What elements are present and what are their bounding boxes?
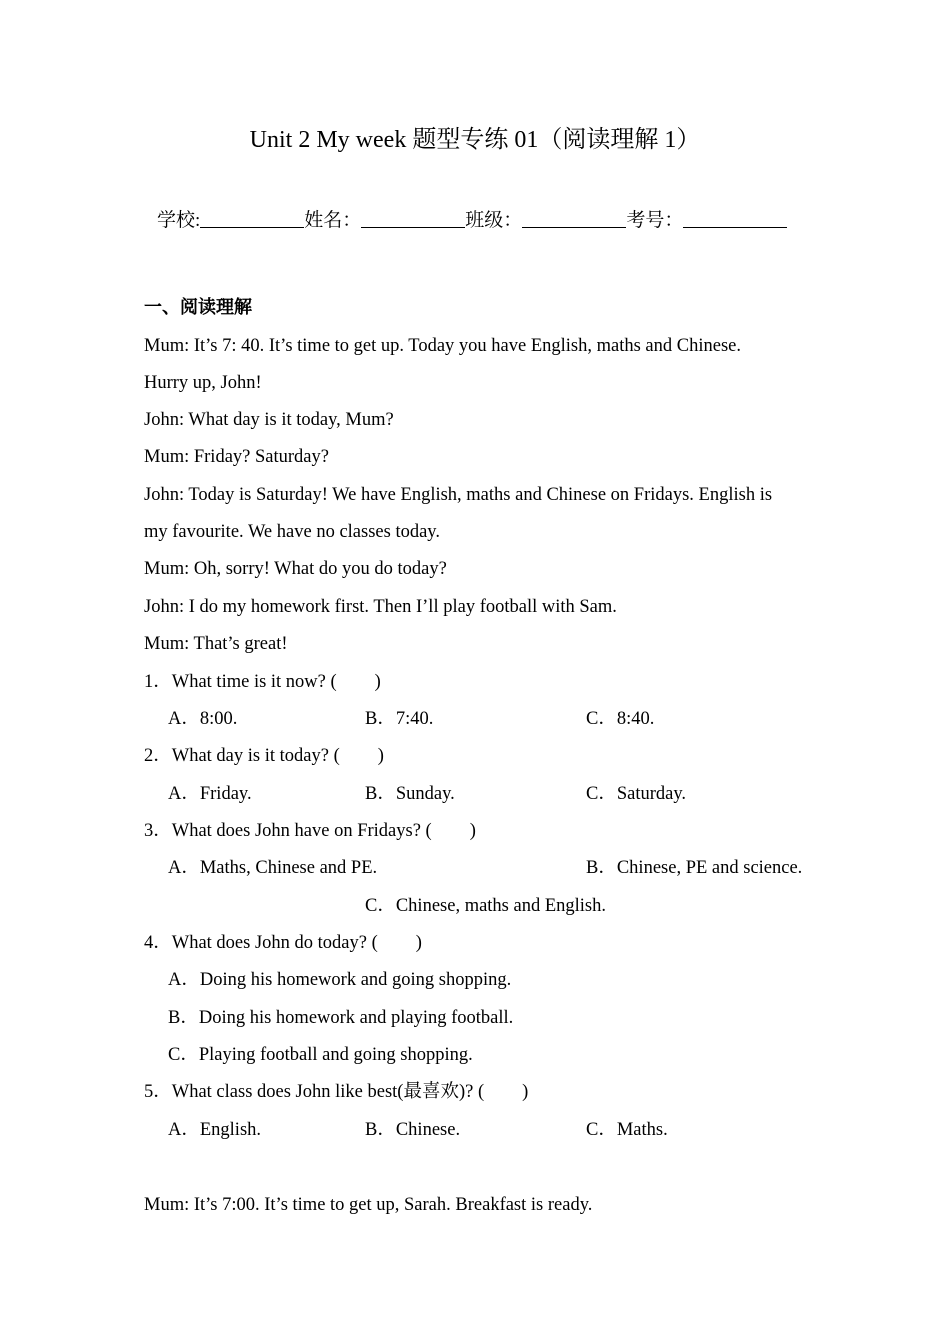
option-c[interactable]: C．8:40. bbox=[586, 709, 655, 729]
question-stem: 5．What class does John like best(最喜欢)? ( bbox=[144, 1082, 485, 1102]
option-c[interactable]: C．Playing football and going shopping. bbox=[168, 1045, 473, 1065]
school-label: 学校: bbox=[157, 210, 201, 231]
question-2 bbox=[144, 742, 384, 770]
document-title: Unit 2 My week 题型专练 01（阅读理解 1） bbox=[249, 127, 701, 153]
passage-line: John: Today is Saturday! We have English, maths and Chinese on Fridays. English is bbox=[144, 485, 773, 505]
exam-number-blank[interactable] bbox=[683, 207, 787, 228]
question-stem: 3．What does John have on Fridays? ( bbox=[144, 821, 432, 841]
question-close: ) bbox=[469, 821, 476, 841]
exam-number-label: 考号： bbox=[626, 210, 684, 231]
question-5 bbox=[144, 1078, 528, 1106]
option-a[interactable]: A．8:00. bbox=[168, 709, 238, 729]
class-blank[interactable] bbox=[522, 207, 626, 228]
passage-line: Mum: Oh, sorry! What do you do today? bbox=[144, 559, 447, 579]
question-close: ) bbox=[415, 933, 422, 953]
option-a[interactable]: A．Maths, Chinese and PE. bbox=[168, 858, 378, 878]
passage-line: Mum: Friday? Saturday? bbox=[144, 447, 329, 467]
option-b[interactable]: B．Doing his homework and playing football. bbox=[168, 1008, 514, 1028]
question-stem: 2．What day is it today? ( bbox=[144, 746, 340, 766]
option-b[interactable]: B．7:40. bbox=[365, 709, 434, 729]
question-stem: 1．What time is it now? ( bbox=[144, 672, 337, 692]
passage-line: Mum: It’s 7: 40. It’s time to get up. Today you have English, maths and Chinese. bbox=[144, 336, 741, 356]
passage-line: my favourite. We have no classes today. bbox=[144, 522, 440, 542]
question-1 bbox=[144, 668, 381, 696]
question-4 bbox=[144, 929, 422, 957]
passage-line: Hurry up, John! bbox=[144, 373, 262, 393]
option-b[interactable]: B．Chinese. bbox=[365, 1120, 461, 1140]
class-label: 班级： bbox=[465, 210, 523, 231]
option-a[interactable]: A．Doing his homework and going shopping. bbox=[168, 970, 512, 990]
student-info-line bbox=[157, 207, 787, 235]
passage-line: Mum: That’s great! bbox=[144, 634, 288, 654]
question-3 bbox=[144, 817, 476, 845]
school-blank[interactable] bbox=[200, 207, 304, 228]
passage-2-line: Mum: It’s 7:00. It’s time to get up, Sarah. Breakfast is ready. bbox=[144, 1195, 593, 1215]
passage-line: John: I do my homework first. Then I’ll play football with Sam. bbox=[144, 597, 617, 617]
section-heading: 一、阅读理解 bbox=[144, 297, 252, 318]
option-c[interactable]: C．Saturday. bbox=[586, 784, 687, 804]
question-close: ) bbox=[522, 1082, 529, 1102]
name-blank[interactable] bbox=[361, 207, 465, 228]
question-close: ) bbox=[377, 746, 384, 766]
option-c[interactable]: C．Maths. bbox=[586, 1120, 668, 1140]
question-close: ) bbox=[374, 672, 381, 692]
option-a[interactable]: A．English. bbox=[168, 1120, 262, 1140]
option-b[interactable]: B．Sunday. bbox=[365, 784, 455, 804]
option-c[interactable]: C．Chinese, maths and English. bbox=[365, 896, 606, 916]
option-b[interactable]: B．Chinese, PE and science. bbox=[586, 858, 803, 878]
question-stem: 4．What does John do today? ( bbox=[144, 933, 378, 953]
option-a[interactable]: A．Friday. bbox=[168, 784, 252, 804]
name-label: 姓名： bbox=[304, 210, 362, 231]
passage-line: John: What day is it today, Mum? bbox=[144, 410, 394, 430]
